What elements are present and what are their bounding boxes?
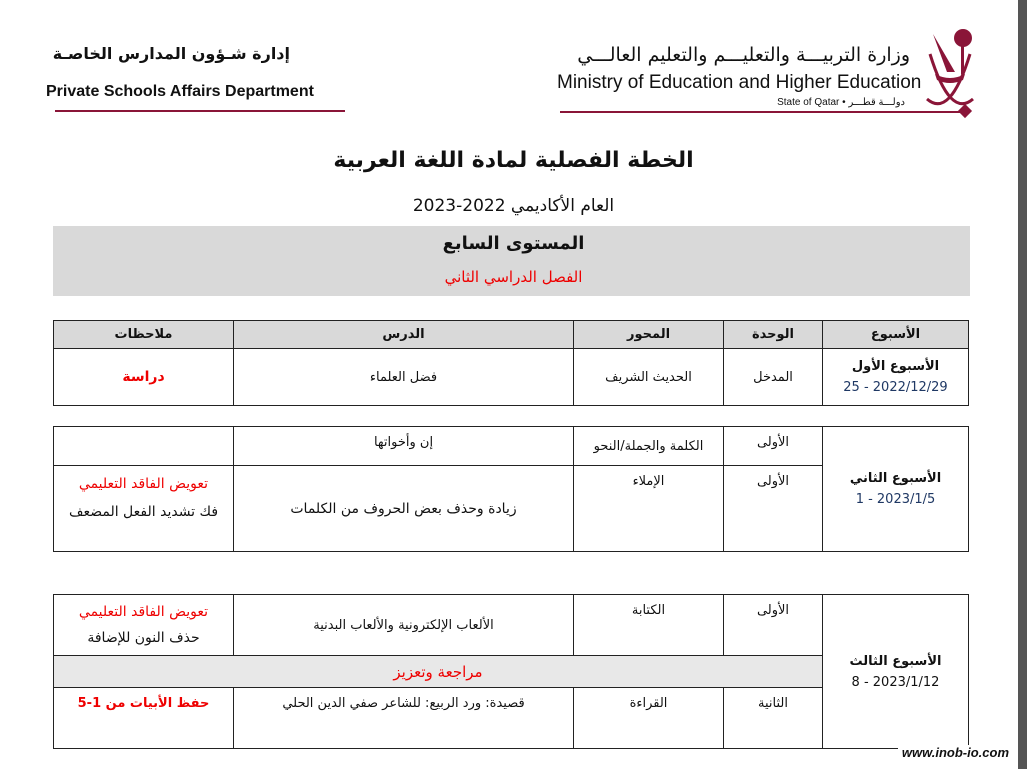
col-axis: المحور — [574, 321, 724, 349]
note: حذف النون للإضافة — [87, 630, 200, 646]
table-row — [54, 595, 969, 656]
table-row — [54, 349, 969, 406]
divider — [560, 111, 965, 113]
note-red: تعويض الفاقد التعليمي — [78, 604, 209, 620]
page-title: الخطة الفصلية لمادة اللغة العربية — [333, 148, 694, 173]
unit: الأولى — [724, 427, 823, 466]
lesson: الألعاب الإلكترونية والألعاب البدنية — [234, 595, 574, 656]
col-notes: ملاحظات — [54, 321, 234, 349]
dept-english: Private Schools Affairs Department — [46, 83, 314, 100]
watermark: www.inob-io.com — [898, 745, 1013, 760]
week-date: 1 - 2023/1/5 — [855, 492, 936, 507]
col-unit: الوحدة — [724, 321, 823, 349]
unit: الثانية — [724, 688, 823, 749]
week2-table — [53, 426, 969, 552]
week-date: 8 - 2023/1/12 — [851, 674, 940, 690]
note: فك تشديد الفعل المضعف — [68, 504, 219, 520]
ministry-english: Ministry of Education and Higher Education — [557, 72, 922, 93]
note: حفظ الأبيات من 1-5 — [54, 688, 234, 749]
header-row — [54, 321, 969, 349]
level-title: المستوى السابع — [442, 233, 585, 254]
qatar-emblem-icon — [925, 24, 975, 114]
lesson: زيادة وحذف بعض الحروف من الكلمات — [234, 466, 574, 552]
divider — [55, 110, 345, 112]
week-date: 25 - 2022/12/29 — [843, 380, 948, 395]
week-name: الأسبوع الثالث — [849, 653, 942, 669]
dept-arabic: إدارة شـؤون المدارس الخاصـة — [52, 44, 290, 63]
col-lesson: الدرس — [234, 321, 574, 349]
week1-table — [53, 320, 969, 406]
lesson: فضل العلماء — [234, 349, 574, 406]
week3-table — [53, 594, 969, 749]
academic-year: العام الأكاديمي 2022-2023 — [412, 196, 615, 216]
note — [54, 427, 234, 466]
axis: الكلمة والجملة/النحو — [574, 427, 724, 466]
note-red: تعويض الفاقد التعليمي — [78, 476, 209, 492]
semester-title: الفصل الدراسي الثاني — [444, 268, 583, 286]
table-row — [54, 427, 969, 466]
unit: المدخل — [724, 349, 823, 406]
unit: الأولى — [724, 595, 823, 656]
scrollbar[interactable] — [1018, 0, 1027, 769]
col-week: الأسبوع — [823, 321, 969, 349]
week-name: الأسبوع الأول — [851, 359, 940, 374]
state-label: State of Qatar • دولـــة قطـــر — [777, 97, 905, 108]
axis: الإملاء — [574, 466, 724, 552]
review-label: مراجعة وتعزيز — [54, 656, 823, 688]
axis: الحديث الشريف — [574, 349, 724, 406]
axis: الكتابة — [574, 595, 724, 656]
note: دراسة — [54, 349, 234, 406]
axis: القراءة — [574, 688, 724, 749]
lesson: قصيدة: ورد الربيع: للشاعر صفي الدين الحلي — [234, 688, 574, 749]
ministry-arabic: وزارة التربيـــة والتعليـــم والتعليم العالـــي — [577, 44, 910, 66]
unit: الأولى — [724, 466, 823, 552]
week-name: الأسبوع الثاني — [849, 471, 942, 486]
lesson: إن وأخواتها — [234, 427, 574, 466]
